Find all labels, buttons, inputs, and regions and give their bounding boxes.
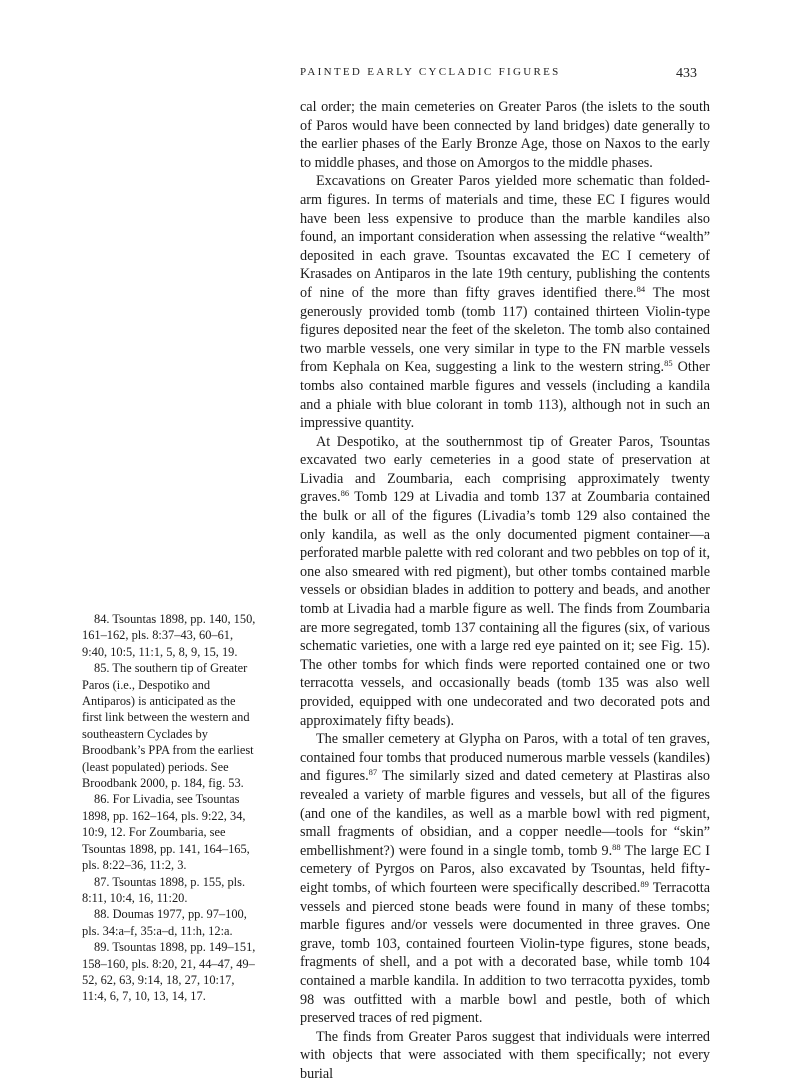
running-head: PAINTED EARLY CYCLADIC FIGURES — [300, 66, 561, 78]
paragraph-glypha — [300, 730, 710, 1028]
footnote-88: 88. Doumas 1977, pp. 97–100, pls. 34:a–f, 35:a–d, 11:h, 12:a. — [82, 907, 247, 938]
footnote-86: 86. For Livadia, see Tsountas 1898, pp. 162–164, pls. 9:22, 34, 10:9, 12. For Zoumbaria, see Tsountas 1898, pp. 141, 164–165, pls. 8:22–36, 11:2, 3. — [82, 792, 250, 873]
paragraph-text: The most generously provided tomb (tomb 117) contained thirteen Violin-type figures deposited near the feet of the skeleton. The tomb also contained two marble vessels, one very similar in type to the FN marble vessels from Kephala on Kea, suggesting a link to the western string. — [300, 284, 710, 376]
paragraph-text: Excavations on Greater Paros yielded more schematic than folded-arm figures. In terms of materials and time, these EC I figures would have been less expensive to produce than the marble kandiles also found, an important consideration when assessing the relative “wealth” deposited in each grave. Tsountas excavated the EC I cemetery of Krasades on Antiparos in the late 19th century, publishing the contents of nine of the more than fifty graves identified there. — [300, 173, 710, 301]
paragraph-greater-paros — [300, 172, 710, 432]
paragraph-text: The smaller cemetery at Glypha on Paros, with a total of ten graves, contained four tombs that produced numerous marble vessels (kandiles) and figures. — [300, 731, 710, 785]
footnote-ref-88[interactable]: 88 — [612, 841, 621, 852]
paragraph-text: cal order; the main cemeteries on Greater Paros (the islets to the south of Paros would have been connected by land bridges) date generally to the earlier phases of the Early Bronze Age, those on Naxos to the early to middle phases, and those on Amorgos to the middle phases. — [300, 99, 710, 171]
paragraph-continued — [300, 98, 710, 172]
footnote-ref-85[interactable]: 85 — [664, 358, 673, 369]
footnote-ref-87[interactable]: 87 — [368, 767, 378, 778]
paragraph-despotiko — [300, 433, 710, 731]
footnote-89: 89. Tsountas 1898, pp. 149–151, 158–160, pls. 8:20, 21, 44–47, 49–52, 62, 63, 9:14, 18, 27, 10:17, 11:4, 6, 7, 10, 13, 14, 17. — [82, 940, 256, 1004]
paragraph-text: Terracotta vessels and pierced stone beads were found in many of these tombs; marble figures and/or vessels were documented in three graves. One grave, tomb 103, contained fourteen Violin-type figures, stone beads, fragments of shell, and a pot with a decorated base, while tomb 104 contained a marble kandila. In addition to two terracotta pyxides, tomb 98 was outfitted with a marble bowl and pestle, both of which preserved traces of red pigment. — [300, 879, 710, 1027]
footnote-85: 85. The southern tip of Greater Paros (i.e., Despotiko and Antiparos) is anticipated as the first link between the western and southeastern Cyclades by Broodbank’s PPA from the earliest (least populated) periods. See Broodbank 2000, p. 184, fig. 53. — [82, 661, 254, 791]
footnotes — [82, 611, 258, 1005]
paragraph-text: At Despotiko, at the southernmost tip of Greater Paros, Tsountas excavated two early cemeteries in a good state of preservation at Livadia and Zoumbaria, each comprising approximately twenty graves. — [300, 433, 710, 506]
footnote-ref-84[interactable]: 84 — [636, 283, 646, 294]
paragraph-text: The similarly sized and dated cemetery at Plastiras also revealed a variety of marble figures and vessels, but all of the figures (and one of the kandiles, as well as a marble bowl with red pigment, small fragments of obsidian, and a copper needle—tools for “skin” embellishment?) were found in a single tomb, tomb 9. — [300, 768, 710, 859]
page-number: 433 — [676, 66, 697, 81]
footnote-ref-86[interactable]: 86 — [340, 488, 350, 499]
paragraph-text: The large EC I cemetery of Pyrgos on Paros, also excavated by Tsountas, held fifty-eight tombs, of which fourteen were specifically described. — [300, 842, 710, 896]
paragraph-text: Tomb 129 at Livadia and tomb 137 at Zoumbaria contained the bulk or all of the figures (Livadia’s tomb 129 also contained the only kandila, as well as the only documented pigment container—a perforated marble palette with red colorant and two pebbles on top of it, one also smeared with red pigment), but other tombs contained marble vessels or obsidian blades in addition to pottery and beads, and another tomb at Livadia had a marble figure as well. The finds from Zoumbaria are more segregated, tomb 137 containing all the figures (six, of various schematic varieties, one with a large red eye painted on it; see Fig. 15). The other tombs for which finds were reported contained one or two terracotta vessels, and occasionally beads (tomb 135 was also well provided, equipped with one undecorated and two decorated pots and approximately fifty beads). — [300, 489, 710, 729]
footnote-ref-89[interactable]: 89 — [640, 878, 649, 889]
paragraph-finds — [300, 1028, 710, 1083]
paragraph-text: The finds from Greater Paros suggest that individuals were interred with objects that were associated with them specifically; not every burial — [300, 1028, 710, 1082]
main-text-column — [300, 98, 710, 1083]
paragraph-text: Other tombs also contained marble figures and vessels (including a kandila and a phiale with blue colorant in tomb 113), although not in such an impressive quantity. — [300, 359, 710, 432]
footnote-84: 84. Tsountas 1898, pp. 140, 150, 161–162, pls. 8:37–43, 60–61, 9:40, 10:5, 11:1, 5, 8, 9, 15, 19. — [82, 612, 256, 659]
footnote-87: 87. Tsountas 1898, p. 155, pls. 8:11, 10:4, 16, 11:20. — [82, 874, 246, 905]
